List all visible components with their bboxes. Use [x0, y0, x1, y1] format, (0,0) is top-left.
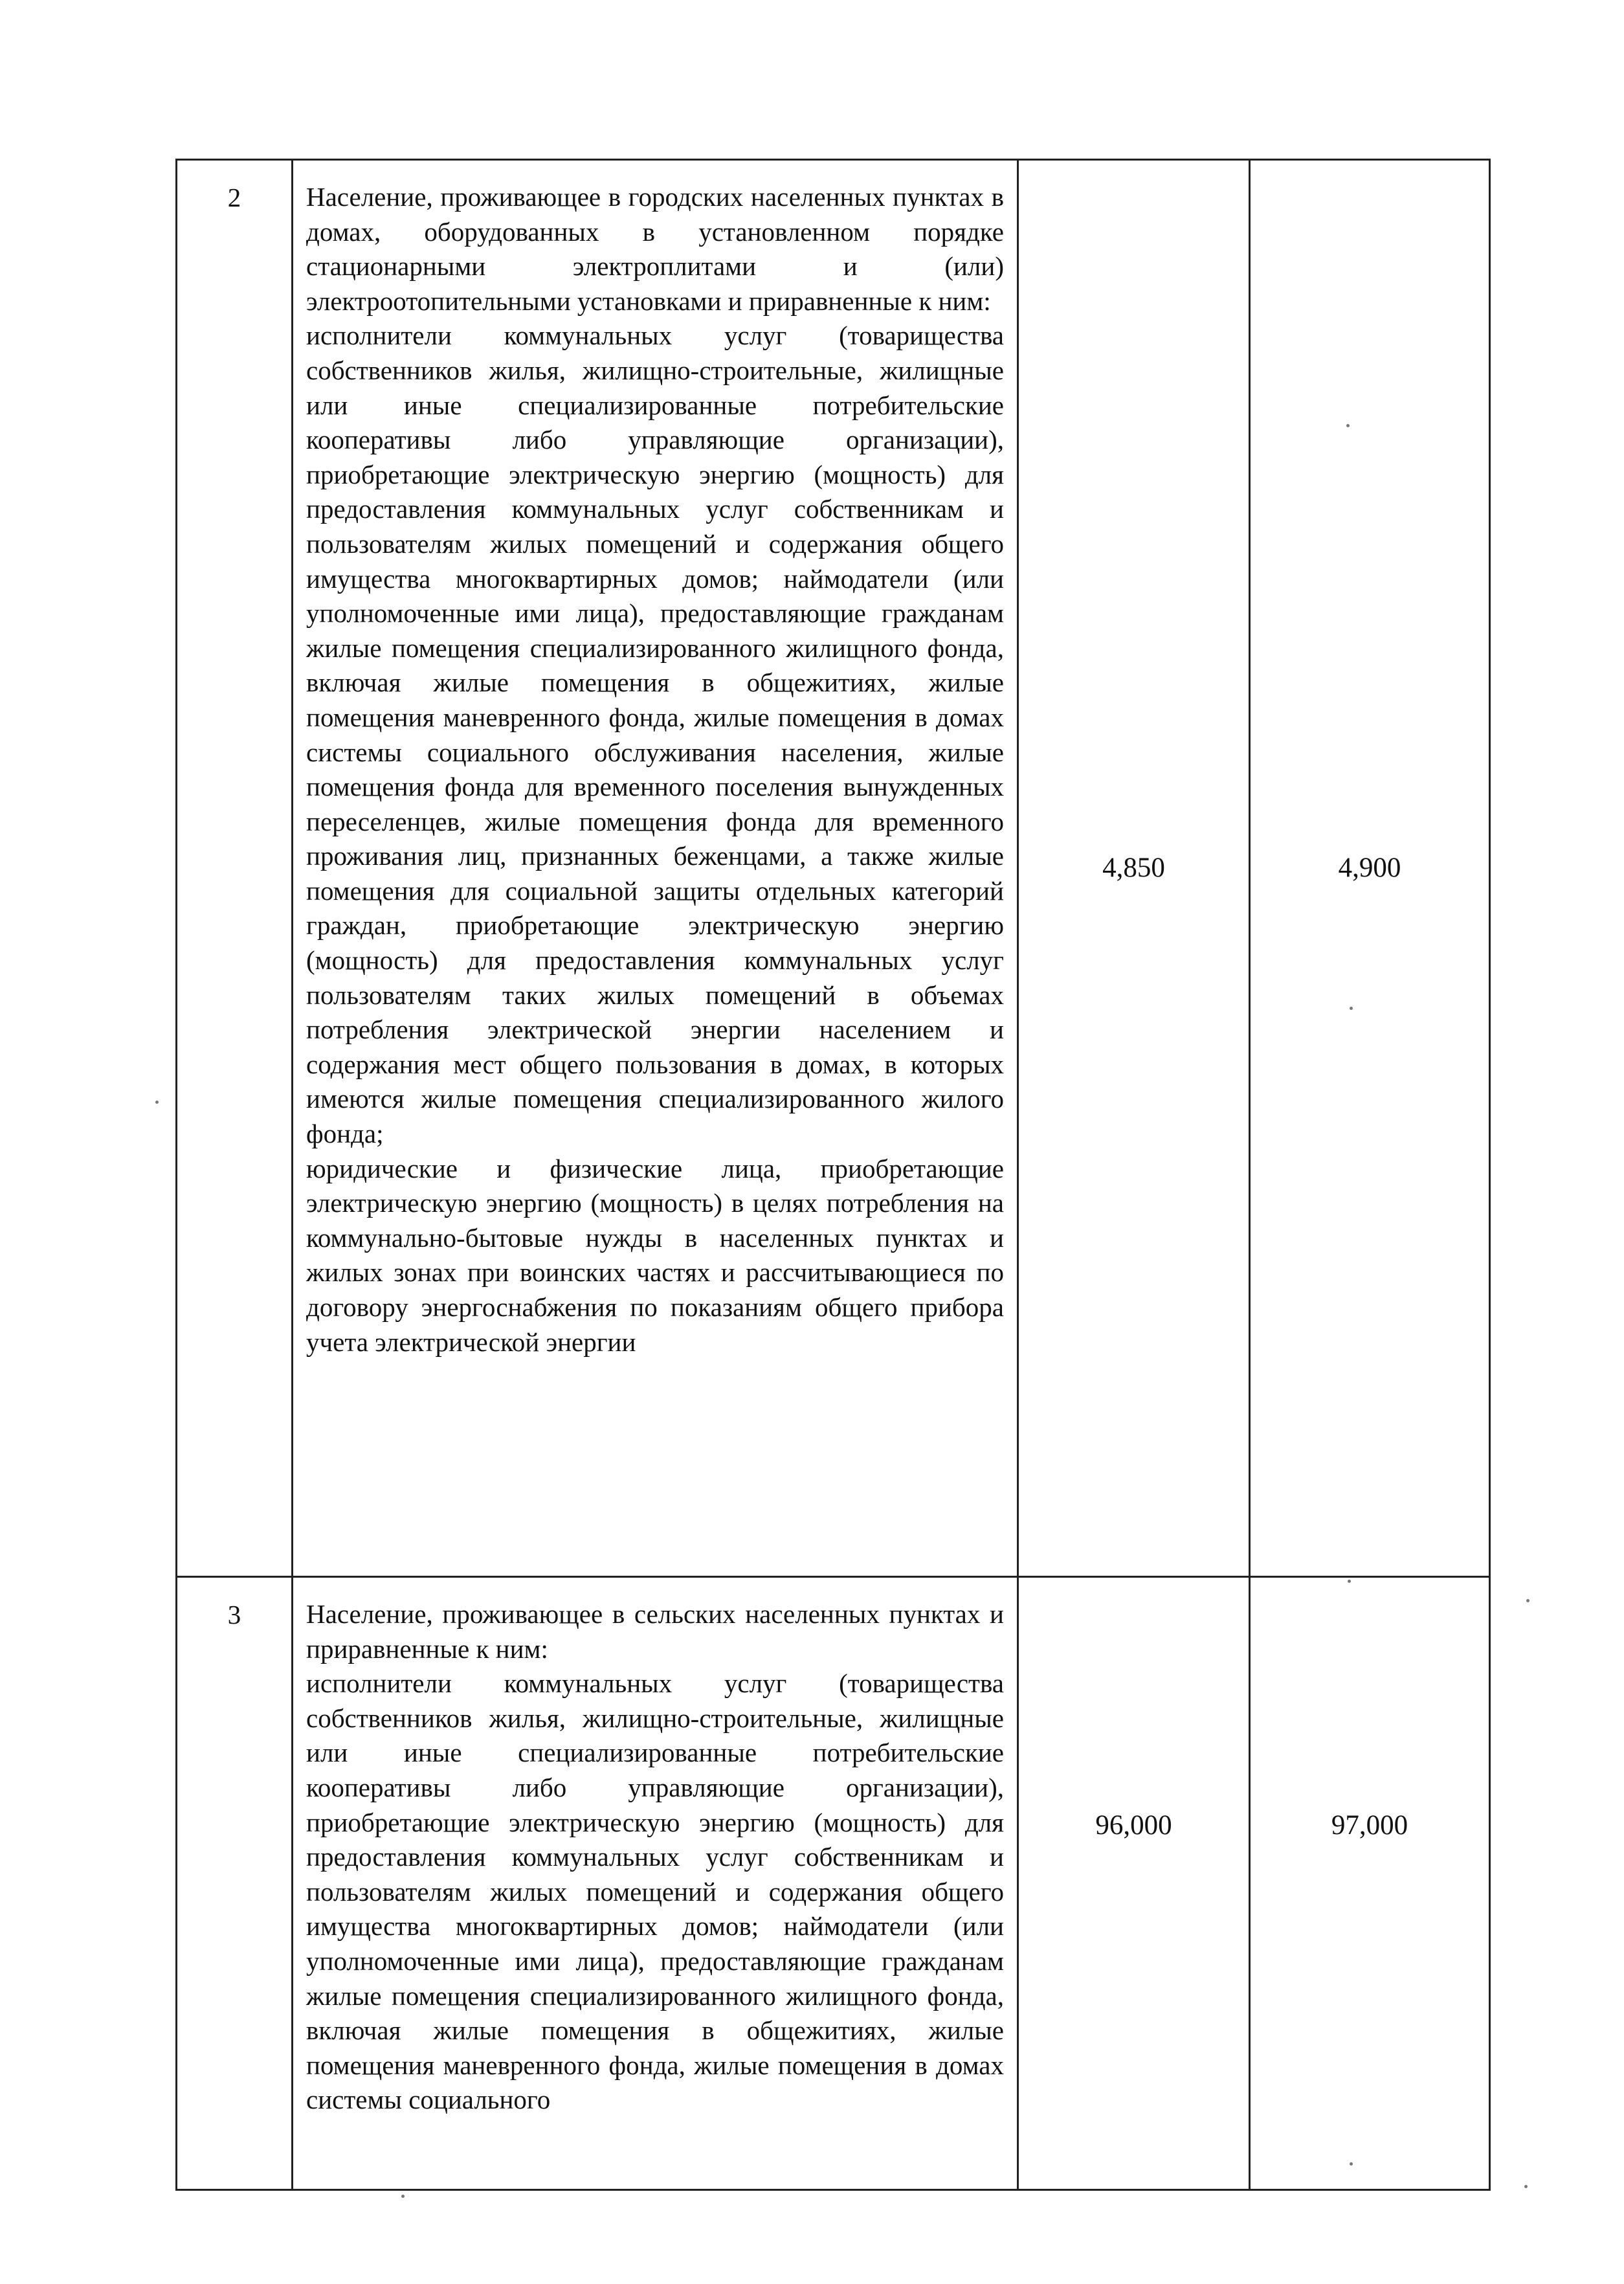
row-description	[293, 1577, 1018, 2190]
description-paragraph: исполнители коммунальных услуг (товарищества собственников жилья, жилищно-строительные, жилищные или иные специализированные потребительские кооперативы либо управляющие организации), приобретающие электрическую энергию (мощность) для предоставления коммунальных услуг собственникам и пользователям жилых помещений и содержания общего имущества многоквартирных домов; наймодатели (или уполномоченные ими лица), предоставляющие гражданам жилые помещения специализированного жилищного фонда, включая жилые помещения в общежитиях, жилые помещения маневренного фонда, жилые помещения в домах системы социального обслуживания населения, жилые помещения фонда для временного поселения вынужденных переселенцев, жилые помещения фонда для временного проживания лиц, признанных беженцами, а также жилые помещения для социальной защиты отдельных категорий граждан, приобретающие электрическую энергию (мощность) для предоставления коммунальных услуг пользователям таких жилых помещений в объемах потребления электрической энергии населением и содержания мест общего пользования в домах, в которых имеются жилые помещения специализированного жилого фонда;	[306, 320, 1004, 1149]
scan-speck	[1526, 1599, 1529, 1602]
value-text: 96,000	[1095, 1809, 1172, 1841]
description-paragraph: Население, проживающее в городских населенных пунктах в домах, оборудованных в установленном порядке стационарными электроплитами и (или) электроотопительными установками и приравненные к ним:	[306, 182, 1004, 316]
scan-speck	[1524, 2185, 1528, 2188]
scan-speck	[1348, 1580, 1351, 1583]
scan-speck	[1350, 1007, 1353, 1010]
row-number: 2	[177, 160, 293, 1577]
scan-speck	[1346, 424, 1350, 427]
description-paragraph: исполнители коммунальных услуг (товарищества собственников жилья, жилищно-строительные, жилищные или иные специализированные потребительские кооперативы либо управляющие организации), приобретающие электрическую энергию (мощность) для предоставления коммунальных услуг собственникам и пользователям жилых помещений и содержания общего имущества многоквартирных домов; наймодатели (или уполномоченные ими лица), предоставляющие гражданам жилые помещения специализированного жилищного фонда, включая жилые помещения в общежитиях, жилые помещения маневренного фонда, жилые помещения в домах системы социального	[306, 1668, 1004, 2115]
value-cell-1: 4,850	[1018, 160, 1250, 1577]
value-text: 97,000	[1331, 1809, 1408, 1841]
tariff-table	[175, 159, 1491, 2191]
row-description	[293, 160, 1018, 1577]
scan-speck	[1350, 2162, 1353, 2166]
scan-speck	[155, 1101, 159, 1104]
description-paragraph: Население, проживающее в сельских населенных пунктах и приравненные к ним:	[306, 1599, 1004, 1664]
scan-speck	[401, 2195, 405, 2198]
table-row	[177, 1577, 1490, 2190]
row-number: 3	[177, 1577, 293, 2190]
value-cell-1	[1018, 1577, 1250, 2190]
description-paragraph: юридические и физические лица, приобретающие электрическую энергию (мощность) в целях потребления на коммунально-бытовые нужды в населенных пунктах и жилых зонах при воинских частях и рассчитывающиеся по договору энергоснабжения по показаниям общего прибора учета электрической энергии	[306, 1153, 1004, 1357]
value-cell-2	[1250, 1577, 1490, 2190]
value-cell-2: 4,900	[1250, 160, 1490, 1577]
table-row	[177, 160, 1490, 1577]
